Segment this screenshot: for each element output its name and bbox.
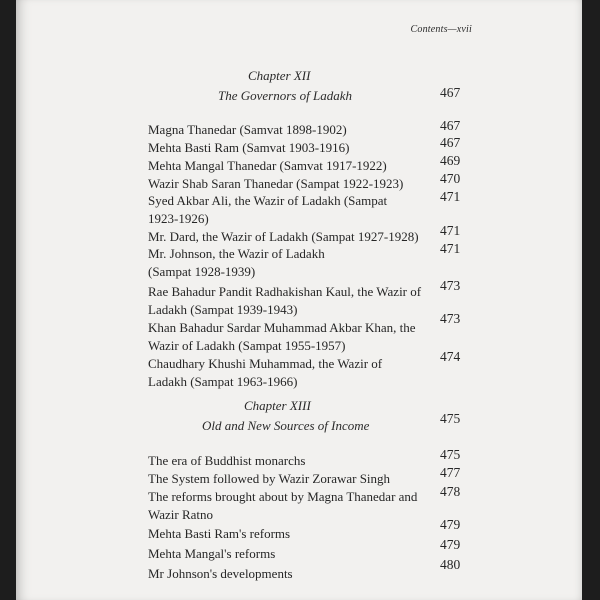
toc-entry-page: 480 bbox=[440, 557, 461, 572]
toc-entry-text: Mr. Dard, the Wazir of Ladakh (Sampat 1927-1928) bbox=[148, 229, 419, 244]
chapter-13-page: 475 bbox=[440, 411, 461, 426]
toc-entry-page: 471 bbox=[440, 241, 461, 256]
toc-entry-page: 471 bbox=[440, 223, 461, 238]
toc-entry-text: The era of Buddhist monarchs bbox=[148, 453, 306, 468]
chapter-13-title: Old and New Sources of Income bbox=[202, 418, 370, 433]
toc-entry-text: Khan Bahadur Sardar Muhammad Akbar Khan, the Wazir of Ladakh (Sampat 1955-1957) bbox=[148, 320, 416, 353]
book-page bbox=[16, 0, 582, 600]
toc-entry-page: 477 bbox=[440, 465, 461, 480]
running-head: Contents—xvii bbox=[410, 24, 472, 35]
chapter-12-page: 467 bbox=[440, 85, 461, 100]
toc-entry-text: Mr. Johnson, the Wazir of Ladakh (Sampat 1928-1939) bbox=[148, 246, 325, 279]
toc-entry-page: 467 bbox=[440, 118, 461, 133]
toc-entry-text: Wazir Shab Saran Thanedar (Sampat 1922-1923) bbox=[148, 176, 404, 191]
toc-entry-page: 479 bbox=[440, 537, 461, 552]
toc-entry-text: Mehta Basti Ram (Samvat 1903-1916) bbox=[148, 140, 350, 155]
toc-entry-text: Mehta Mangal Thanedar (Samvat 1917-1922) bbox=[148, 158, 387, 173]
toc-entry-page: 479 bbox=[440, 517, 461, 532]
chapter-13-number: Chapter XIII bbox=[244, 398, 311, 413]
toc-entry-page: 478 bbox=[440, 484, 461, 499]
toc-entry-text: Mr Johnson's developments bbox=[148, 566, 293, 581]
chapter-12-title: The Governors of Ladakh bbox=[218, 88, 352, 103]
toc-entry-page: 467 bbox=[440, 135, 461, 150]
toc-entry-text: Mehta Basti Ram's reforms bbox=[148, 526, 291, 541]
toc-entry-text: Rae Bahadur Pandit Radhakishan Kaul, the Wazir of Ladakh (Sampat 1939-1943) bbox=[148, 284, 422, 317]
toc-entry-text: Chaudhary Khushi Muhammad, the Wazir of Ladakh (Sampat 1963-1966) bbox=[148, 356, 383, 389]
toc-entry-page: 473 bbox=[440, 278, 461, 293]
chapter-12-number: Chapter XII bbox=[248, 68, 311, 83]
toc-entry-page: 473 bbox=[440, 311, 461, 326]
toc-entry-text: Mehta Mangal's reforms bbox=[148, 546, 276, 561]
toc-entry-page: 471 bbox=[440, 189, 461, 204]
toc-entry-page: 469 bbox=[440, 153, 461, 168]
toc-entry-page: 470 bbox=[440, 171, 461, 186]
toc-entry-page: 475 bbox=[440, 447, 461, 462]
toc-entry-text: The reforms brought about by Magna Thanedar and Wazir Ratno bbox=[148, 489, 418, 522]
toc-entry-page: 474 bbox=[440, 349, 461, 364]
toc-entry-text: Magna Thanedar (Samvat 1898-1902) bbox=[148, 122, 347, 137]
toc-entry-text: The System followed by Wazir Zorawar Singh bbox=[148, 471, 391, 486]
toc-entry-text: Syed Akbar Ali, the Wazir of Ladakh (Sampat 1923-1926) bbox=[148, 193, 388, 226]
